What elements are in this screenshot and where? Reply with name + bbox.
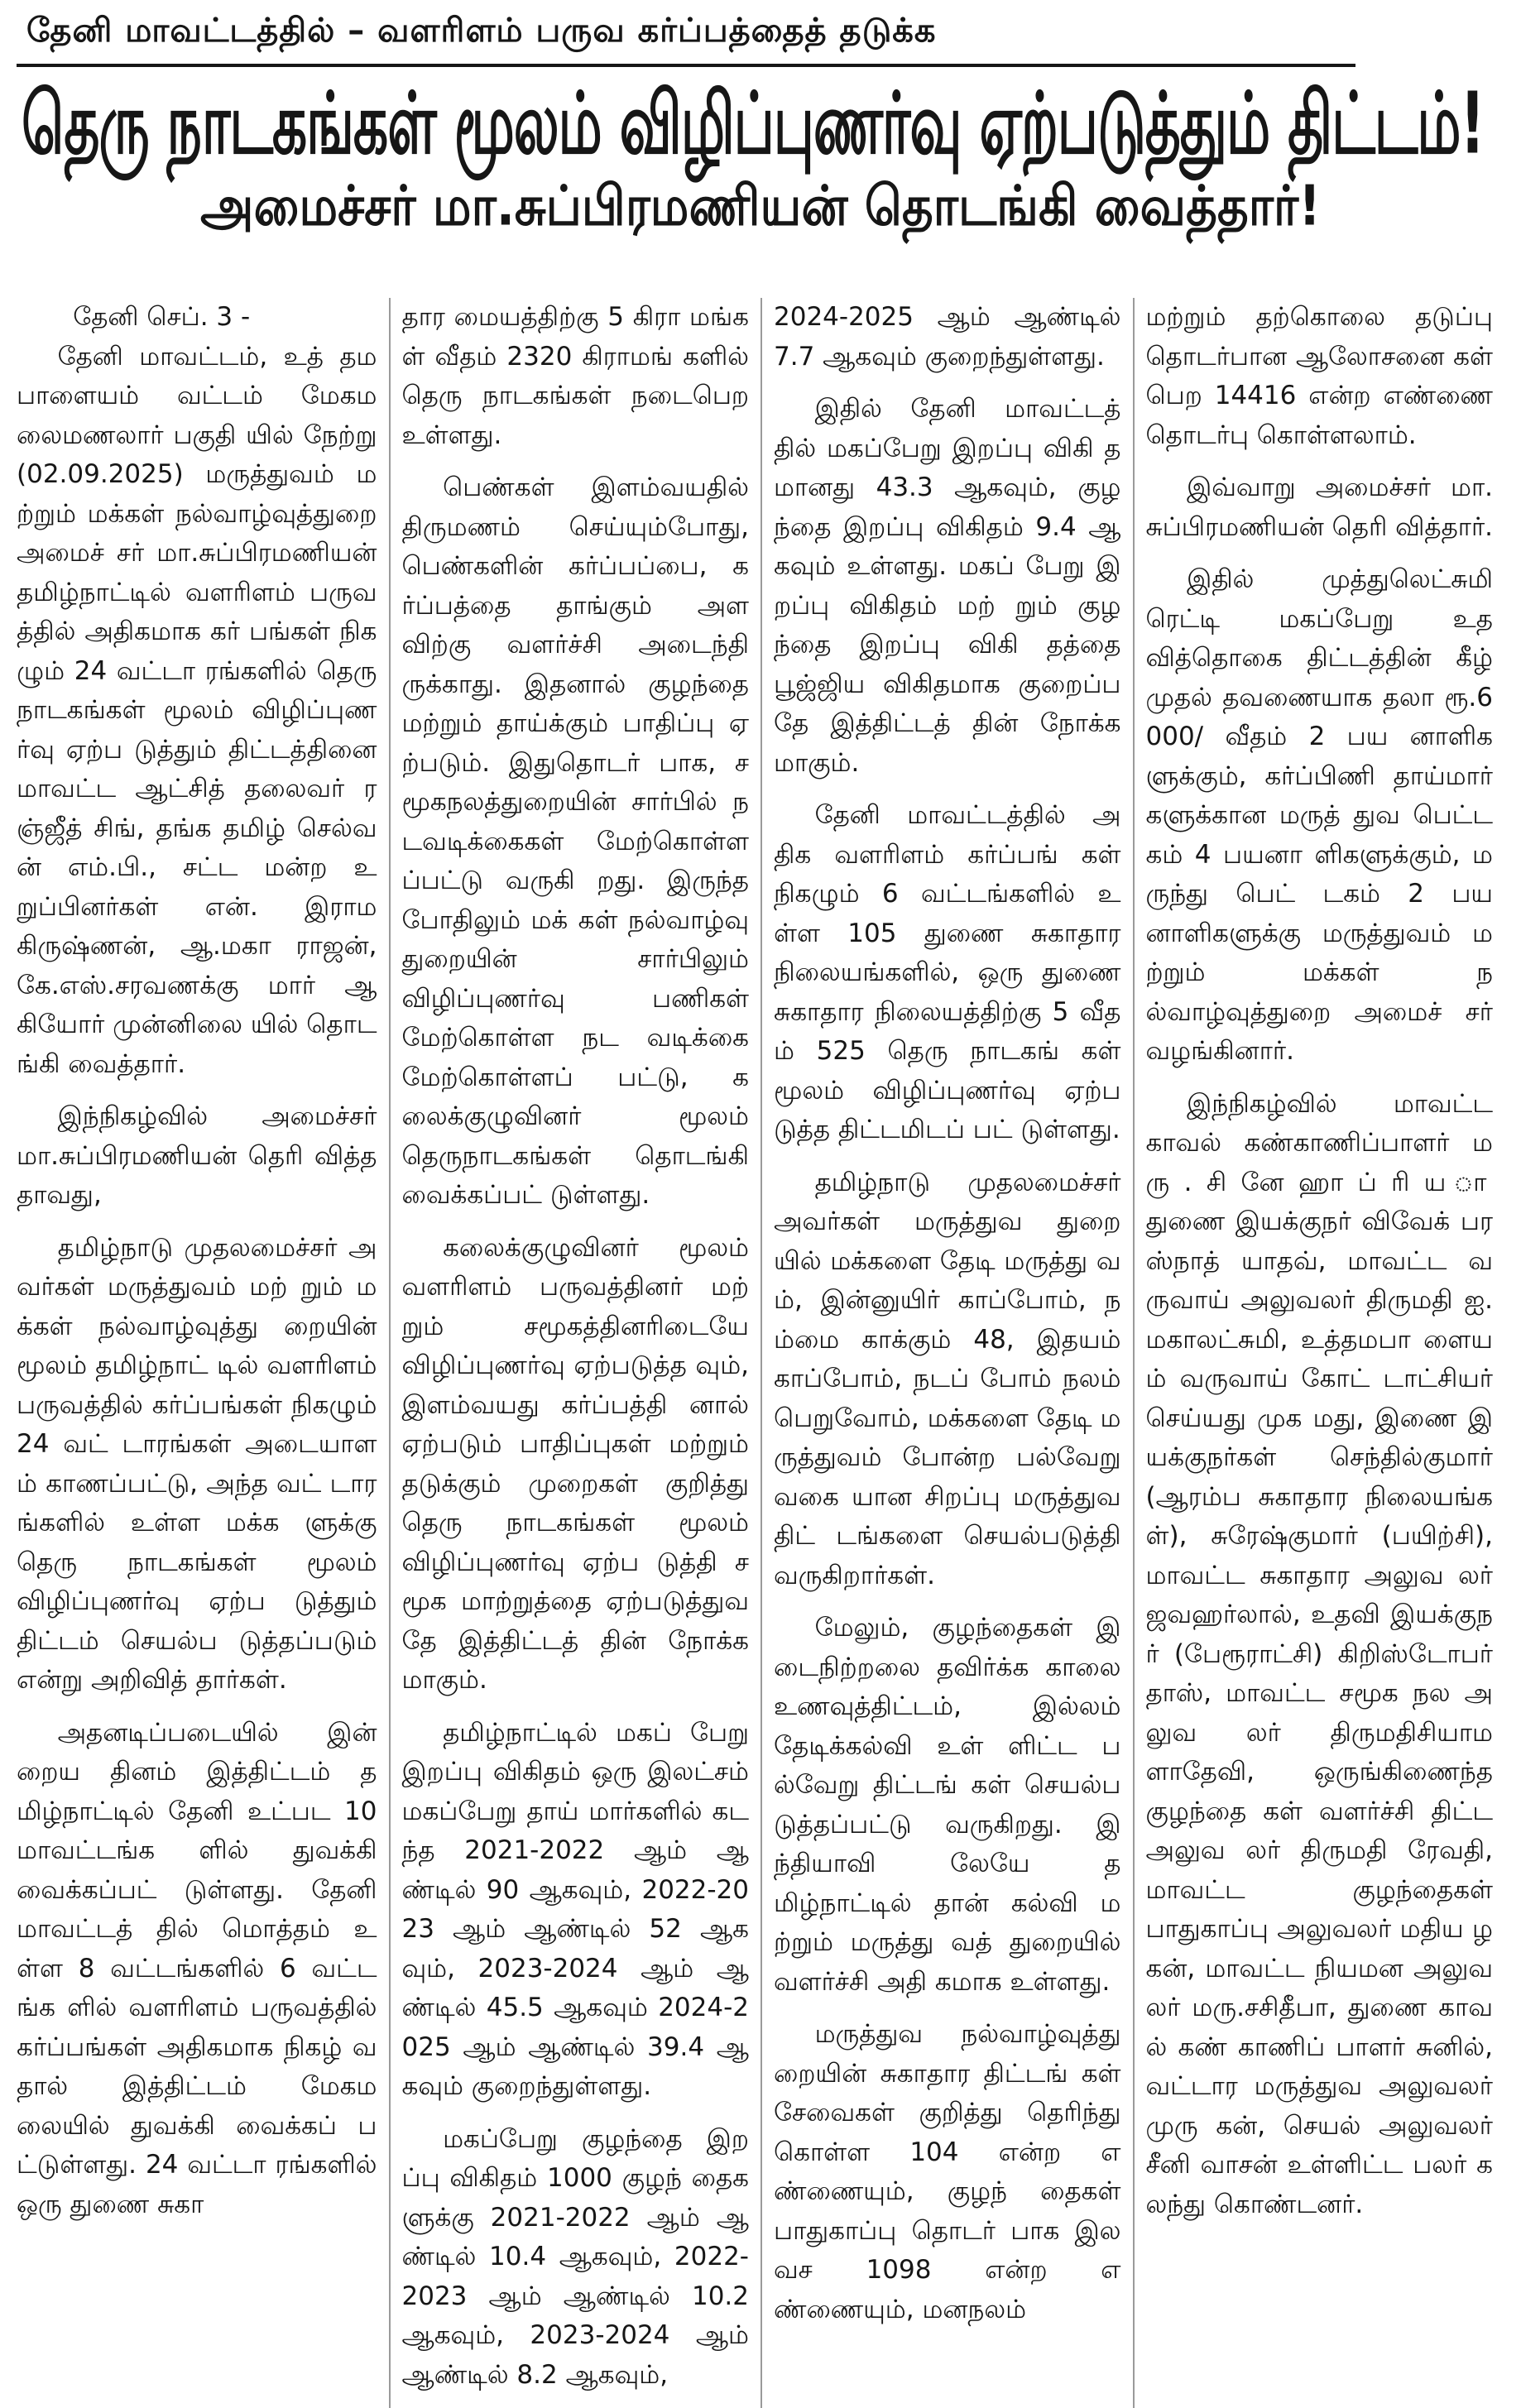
column-2 [389,298,761,2408]
paragraph: தமிழ்நாட்டில் மகப் பேறு இறப்பு விகிதம் ஒரு இலட்சம் மகப்பேறு தாய் மார்களில் கடந்த 2021-2022 ஆம் ஆண்டில் 90 ஆகவும், 2022-2023 ஆம் ஆண்டில் 52 ஆகவும், 2023-2024 ஆம் ஆண்டில் 45.5 ஆகவும் 2024-2025 ஆம் ஆண்டில் 39.4 ஆகவும் குறைந்துள்ளது. [401,1717,749,2101]
column-3 [760,298,1133,2408]
kicker-line: தேனி மாவட்டத்தில் – வளரிளம் பருவ கர்ப்பத்தைத் தடுக்க [26,12,937,50]
paragraph: மருத்துவ நல்வாழ்வுத்து றையின் சுகாதார திட்டங் கள் சேவைகள் குறித்து தெரிந்து கொள்ள 104 என்ற எண்ணையும், குழந் தைகள் பாதுகாப்பு தொடர் பாக இலவச 1098 என்ற எண்ணையும், மனநலம் [774,2019,1121,2324]
paragraph: மேலும், குழந்தைகள் இடைநிற்றலை தவிர்க்க காலை உணவுத்திட்டம், இல்லம் தேடிக்கல்வி உள் ளிட்ட பல்வேறு திட்டங் கள் செயல்படுத்தப்பட்டு வருகிறது. இந்தியாவி லேயே தமிழ்நாட்டில் தான் கல்வி மற்றும் மருத்து வத் துறையில் வளர்ச்சி அதி கமாக உள்ளது. [774,1613,1121,1997]
paragraph: தேனி மாவட்டம், உத் தமபாளையம் வட்டம் மேகமலைமணலார் பகுதி யில் நேற்று (02.09.2025) மருத்துவம் மற்றும் மக்கள் நல்வாழ்வுத்துறை அமைச் சர் மா.சுப்பிரமணியன் தமிழ்நாட்டில் வளரிளம் பருவத்தில் அதிகமாக கர் பங்கள் நிகழும் 24 வட்டா ரங்களில் தெரு நாடகங்கள் மூலம் விழிப்புணர்வு ஏற்ப டுத்தும் திட்டத்தினை மாவட்ட ஆட்சித் தலைவர் ரஞ்ஜீத் சிங், தங்க தமிழ் செல்வன் எம்.பி., சட்ட மன்ற உறுப்பினர்கள் என். இராமகிருஷ்ணன், ஆ.மகா ராஜன், கே.எஸ்.சரவணக்கு மார் ஆகியோர் முன்னிலை யில் தொடங்கி வைத்தார். [17,341,377,1079]
paragraph: இந்நிகழ்வில் மாவட்ட காவல் கண்காணிப்பாளர் ம ரு . சி னே ஹா ப் ரி ய ா துணை இயக்குநர் விவேக் பரஸ்நாத் யாதவ், மாவட்ட வருவாய் அலுவலர் திருமதி ஐ.மகாலட்சுமி, உத்தமபா ளையம் வருவாய் கோட் டாட்சியர் செய்யது முக மது, இணை இயக்குநர்கள் செந்தில்குமார் (ஆரம்ப சுகாதார நிலையங்கள்), சுரேஷ்குமார் (பயிற்சி), மாவட்ட சுகாதார அலுவ லர் ஜவஹர்லால், உதவி இயக்குநர் (பேரூராட்சி) கிறிஸ்டோபர் தாஸ், மாவட்ட சமூக நல அலுவ லர் திருமதிசியாமளாதேவி, ஒருங்கிணைந்த குழந்தை கள் வளர்ச்சி திட்ட அலுவ லர் திருமதி ரேவதி, மாவட்ட குழந்தைகள் பாதுகாப்பு அலுவலர் மதிய ழகன், மாவட்ட நியமன அலுவலர் மரு.சசிதீபா, துணை காவல் கண் காணிப் பாளர் சுனில், வட்டார மருத்துவ அலுவலர் முரு கன், செயல் அலுவலர் சீனி வாசன் உள்ளிட்ட பலர் கலந்து கொண்டனர். [1145,1088,1493,2219]
kicker-underline [17,64,1355,67]
column-4 [1133,298,1505,2408]
paragraph: தமிழ்நாடு முதலமைச்சர் அவர்கள் மருத்துவ துறை யில் மக்களை தேடி மருத்து வம், இன்னுயிர் காப்போம், நம்மை காக்கும் 48, இதயம் காப்போம், நடப் போம் நலம் பெறுவோம், மக்களை தேடி மருத்துவம் போன்ற பல்வேறு வகை யான சிறப்பு மருத்துவ திட் டங்களை செயல்படுத்தி வருகிறார்கள். [774,1167,1121,1590]
column-1 [17,298,389,2408]
paragraph: இவ்வாறு அமைச்சர் மா.சுப்பிரமணியன் தெரி வித்தார். [1145,472,1494,542]
paragraph: கலைக்குழுவினர் மூலம் வளரிளம் பருவத்தினர் மற் றும் சமூகத்தினரிடையே விழிப்புணர்வு ஏற்படுத்த வும், இளம்வயது கர்ப்பத்தி னால் ஏற்படும் பாதிப்புகள் மற்றும் தடுக்கும் முறைகள் குறித்து தெரு நாடகங்கள் மூலம் விழிப்புணர்வு ஏற்ப டுத்தி சமூக மாற்றுத்தை ஏற்படுத்துவதே இத்திட்டத் தின் நோக்கமாகும். [401,1232,749,1695]
paragraph: அதனடிப்படையில் இன் றைய தினம் இத்திட்டம் தமிழ்நாட்டில் தேனி உட்பட 10 மாவட்டங்க ளில் துவக்கி வைக்கப்பட் டுள்ளது. தேனி மாவட்டத் தில் மொத்தம் உள்ள 8 வட்டங்களில் 6 வட்டங்க ளில் வளரிளம் பருவத்தில் கர்ப்பங்கள் அதிகமாக நிகழ் வதால் இத்திட்டம் மேகம லையில் துவக்கி வைக்கப் பட்டுள்ளது. 24 வட்டா ரங்களில் ஒரு துணை சுகா [17,1717,377,2219]
article-body [17,298,1504,2390]
paragraph: தேனி மாவட்டத்தில் அதிக வளரிளம் கர்ப்பங் கள் நிகழும் 6 வட்டங்களில் உள்ள 105 துணை சுகாதார நிலையங்களில், ஒரு துணை சுகாதார நிலையத்திற்கு 5 வீதம் 525 தெரு நாடகங் கள் மூலம் விழிப்புணர்வு ஏற்படுத்த திட்டமிடப் பட் டுள்ளது. [774,800,1121,1144]
paragraph: பெண்கள் இளம்வயதில் திருமணம் செய்யும்போது, பெண்களின் கர்ப்பப்பை, கர்ப்பத்தை தாங்கும் அள விற்கு வளர்ச்சி அடைந்தி ருக்காது. இதனால் குழந்தை மற்றும் தாய்க்கும் பாதிப்பு ஏற்படும். இதுதொடர் பாக, சமூகநலத்துறையின் சார்பில் நடவடிக்கைகள் மேற்கொள்ளப்பட்டு வருகி றது. இருந்தபோதிலும் மக் கள் நல்வாழ்வு துறையின் சார்பிலும் விழிப்புணர்வு பணிகள் மேற்கொள்ள நட வடிக்கை மேற்கொள்ளப் பட்டு, கலைக்குழுவினர் மூலம் தெருநாடகங்கள் தொடங்கி வைக்கப்பட் டுள்ளது. [401,472,749,1210]
subheadline: அமைச்சர் மா.சுப்பிரமணியன் தொடங்கி வைத்தார்! [200,173,1321,238]
paragraph: இதில் முத்துலெட்சுமி ரெட்டி மகப்பேறு உத வித்தொகை திட்டத்தின் கீழ் முதல் தவணையாக தலா ரூ.6000/ வீதம் 2 பய னாளிகளுக்கும், கர்ப்பிணி தாய்மார் களுக்கான மருத் துவ பெட்டகம் 4 பயனா ளிகளுக்கும், மருந்து பெட் டகம் 2 பயனாளிகளுக்கு மருத்துவம் மற்றும் மக்கள் நல்வாழ்வுத்துறை அமைச் சர் வழங்கினார். [1145,564,1493,1066]
paragraph: இதில் தேனி மாவட்டத் தில் மகப்பேறு இறப்பு விகி தமானது 43.3 ஆகவும், குழந்தை இறப்பு விகிதம் 9.4 ஆகவும் உள்ளது. மகப் பேறு இறப்பு விகிதம் மற் றும் குழந்தை இறப்பு விகி தத்தை பூஜ்ஜிய விகிதமாக குறைப்பதே இத்திட்டத் தின் நோக்கமாகும். [774,394,1121,778]
paragraph: மகப்பேறு குழந்தை இறப்பு விகிதம் 1000 குழந் தைகளுக்கு 2021-2022 ஆம் ஆண்டில் 10.4 ஆகவும், 2022-2023 ஆம் ஆண்டில் 10.2 ஆகவும், 2023-2024 ஆம் ஆண்டில் 8.2 ஆகவும், [401,2123,749,2390]
paragraph: 2024-2025 ஆம் ஆண்டில் 7.7 ஆகவும் குறைந்துள்ளது. [774,302,1121,372]
paragraph: தமிழ்நாடு முதலமைச்சர் அவர்கள் மருத்துவம் மற் றும் மக்கள் நல்வாழ்வுத்து றையின் மூலம் தமிழ்நாட் டில் வளரிளம் பருவத்தில் கர்ப்பங்கள் நிகழும் 24 வட் டாரங்கள் அடையாளம் காணப்பட்டு, அந்த வட் டாரங்களில் உள்ள மக்க ளுக்கு தெரு நாடகங்கள் மூலம் விழிப்புணர்வு ஏற்ப டுத்தும் திட்டம் செயல்ப டுத்தப்படும் என்று அறிவித் தார்கள். [17,1232,377,1695]
paragraph: இந்நிகழ்வில் அமைச்சர் மா.சுப்பிரமணியன் தெரி வித்ததாவது, [17,1101,377,1210]
paragraph: மற்றும் தற்கொலை தடுப்பு தொடர்பான ஆலோசனை கள் பெற 14416 என்ற எண்ணை தொடர்பு கொள்ளலாம். [1145,302,1493,450]
headline: தெரு நாடகங்கள் மூலம் விழிப்புணர்வு ஏற்படுத்தும் திட்டம்! [22,74,1485,174]
paragraph: தார மையத்திற்கு 5 கிரா மங்கள் வீதம் 2320 கிராமங் களில் தெரு நாடகங்கள் நடைபெற உள்ளது. [401,302,749,450]
dateline: தேனி செப். 3 - [73,302,251,332]
